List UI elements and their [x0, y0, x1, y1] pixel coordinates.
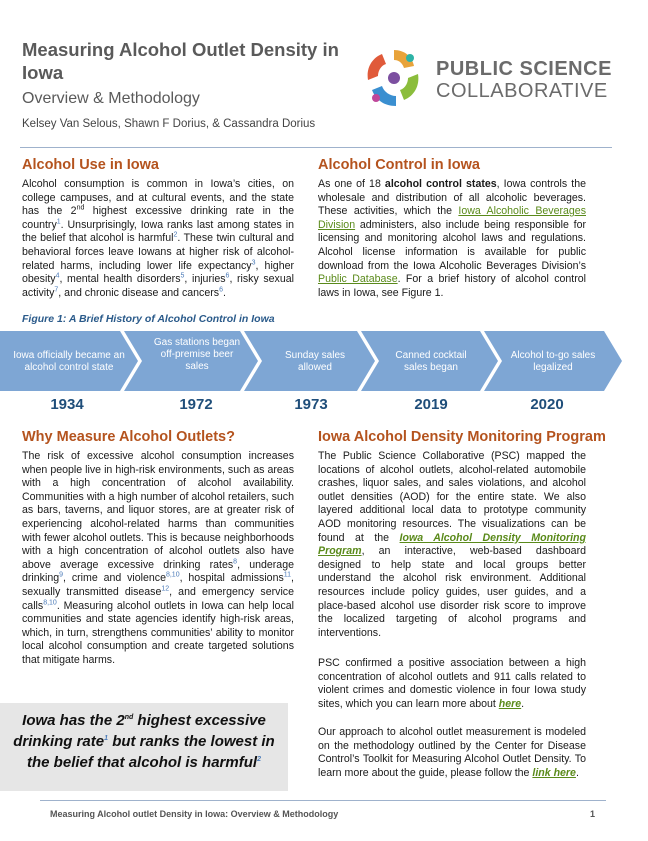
heading-why-measure: Why Measure Alcohol Outlets?: [22, 429, 235, 445]
heading-alcohol-control: Alcohol Control in Iowa: [318, 157, 480, 173]
callout-ref-1[interactable]: 1: [104, 735, 109, 742]
figure-caption: Figure 1: A Brief History of Alcohol Control in Iowa: [22, 313, 275, 325]
timeline-year-2020: 2020: [530, 396, 564, 413]
timeline-year-1973: 1973: [294, 396, 328, 413]
timeline-year-1972: 1972: [179, 396, 213, 413]
paragraph-monitoring-program: The Public Science Collaborative (PSC) mapped the locations of alcohol outlets, alcohol-related automobile crashes, liquor sales, and sales violations, and alcohol outlet densities (AOD) for the entire state. We also layered additional local data to prototype community AOD monitoring resources. The visualizations can be found at the Iowa Alcohol Density Monitoring Program, an interactive, web-based dashboard designed to help state and local groups better understand the alcohol risk environment. Additional resources include policy guides, user guides, and a place-based alcohol use disorder risk score to improve the localized targeting of alcohol programs and interventions.: [318, 450, 586, 639]
timeline-year-1934: 1934: [50, 396, 84, 413]
logo-text: [436, 58, 612, 102]
callout-ref-2[interactable]: 2: [257, 756, 261, 763]
page-subtitle: Overview & Methodology: [22, 90, 200, 107]
callout-quote: [8, 710, 280, 773]
timeline-label-1973: Sunday sales allowed: [284, 350, 346, 373]
timeline-label-2020: Alcohol to-go sales legalized: [510, 350, 596, 373]
paragraph-psc-association: PSC confirmed a positive association between a high concentration of alcohol outlets and 911 calls related to violent crimes and domestic violence in four Iowa study sites, which you can learn more about here.: [318, 657, 586, 710]
heading-monitoring-program: Iowa Alcohol Density Monitoring Program: [318, 429, 606, 445]
timeline-label-1972: Gas stations began off-premise beer sales: [153, 337, 241, 372]
timeline-year-2019: 2019: [414, 396, 448, 413]
callout-part-c: but ranks the lowest in the belief that alcohol is harmful: [27, 733, 275, 771]
public-database-link[interactable]: Public Database: [318, 273, 398, 286]
here-link[interactable]: here: [498, 697, 522, 710]
psc-logo-icon: [360, 44, 428, 112]
paragraph-why-measure: The risk of excessive alcohol consumption increases when people live in high-risk environments, such as areas with a high concentration of alcohol availability. Communities with a high number of alcohol retailers, such as bars, taverns, and liquor stores, are at greater risk of experiencing alcohol-related harms than communities with fewer alcohol outlets. This is because neighborhoods with a high concentration of alcohol outlets also have above average excessive drinking rates$^8$, underage drinking$^9$, crime and violence$^{8,10}$, hospital admissions$^{11}$, sexually transmitted disease$^{12}$, and emergency service calls$^{8,10}$. Measuring alcohol outlets in Iowa can help local communities and state agencies identify high-risk areas, which, in turn, strengthens communities’ ability to monitor local alcohol consumption and create targeted solutions that mitigate harms.: [22, 450, 294, 666]
authors: Kelsey Van Selous, Shawn F Dorius, & Cassandra Dorius: [22, 118, 316, 130]
footer-divider: [40, 800, 606, 801]
heading-alcohol-use: Alcohol Use in Iowa: [22, 157, 159, 173]
callout-part-b: highest excessive drinking rate: [13, 712, 266, 750]
timeline-label-2019: Canned cocktail sales began: [395, 350, 467, 373]
iowa-abd-link[interactable]: Iowa Alcoholic Beverages Division: [318, 205, 586, 231]
paragraph-approach: Our approach to alcohol outlet measurement is modeled on the methodology outlined by the Center for Disease Control’s Toolkit for Measuring Alcohol Outlet Density. To learn more about the guide, please follow the link here.: [318, 726, 586, 779]
page-title: Measuring Alcohol Outlet Density in Iowa: [22, 39, 339, 83]
page-number: 1: [590, 809, 596, 819]
footer-text: Measuring Alcohol outlet Density in Iowa: Overview & Methodology: [50, 809, 339, 819]
callout-part-a: Iowa has the 2: [22, 712, 125, 729]
header-divider: [20, 147, 612, 148]
timeline-label-1934: Iowa officially became an alcohol control state: [13, 350, 125, 373]
link-here-link[interactable]: link here: [532, 766, 576, 779]
paragraph-alcohol-use: Alcohol consumption is common in Iowa’s cities, on college campuses, and at cultural events, and the state has the 2nd highest excessive drinking rate in the country$^1$. Unsurprisingly, Iowa ranks last among states in the belief that alcohol is harmful$^2$. These twin cultural and behavioral forces leave Iowans at higher risk of alcohol-related harms, including lower life expectancy$^3$, higher obesity$^4$, mental health disorders$^5$, injuries$^6$, risky sexual activity$^7$, and chronic disease and cancers$^6$.: [22, 178, 295, 299]
paragraph-alcohol-control: As one of 18 alcohol control states, Iowa controls the wholesale and distribution of all alcoholic beverages. These activities, which the Iowa Alcoholic Beverages Division administers, also include being responsible for licensing and monitoring alcohol laws and regulations. Alcohol license information is available for public download from the Iowa Alcoholic Beverages Division’s Public Database. For a brief history of alcohol control laws in Iowa, see Figure 1.: [318, 178, 586, 299]
logo-line2: COLLABORATIVE: [436, 80, 608, 102]
monitoring-program-link[interactable]: Iowa Alcohol Density Monitoring Program: [318, 531, 586, 558]
callout-sup-nd: nd: [124, 714, 134, 721]
logo-line1: PUBLIC SCIENCE: [436, 58, 612, 80]
